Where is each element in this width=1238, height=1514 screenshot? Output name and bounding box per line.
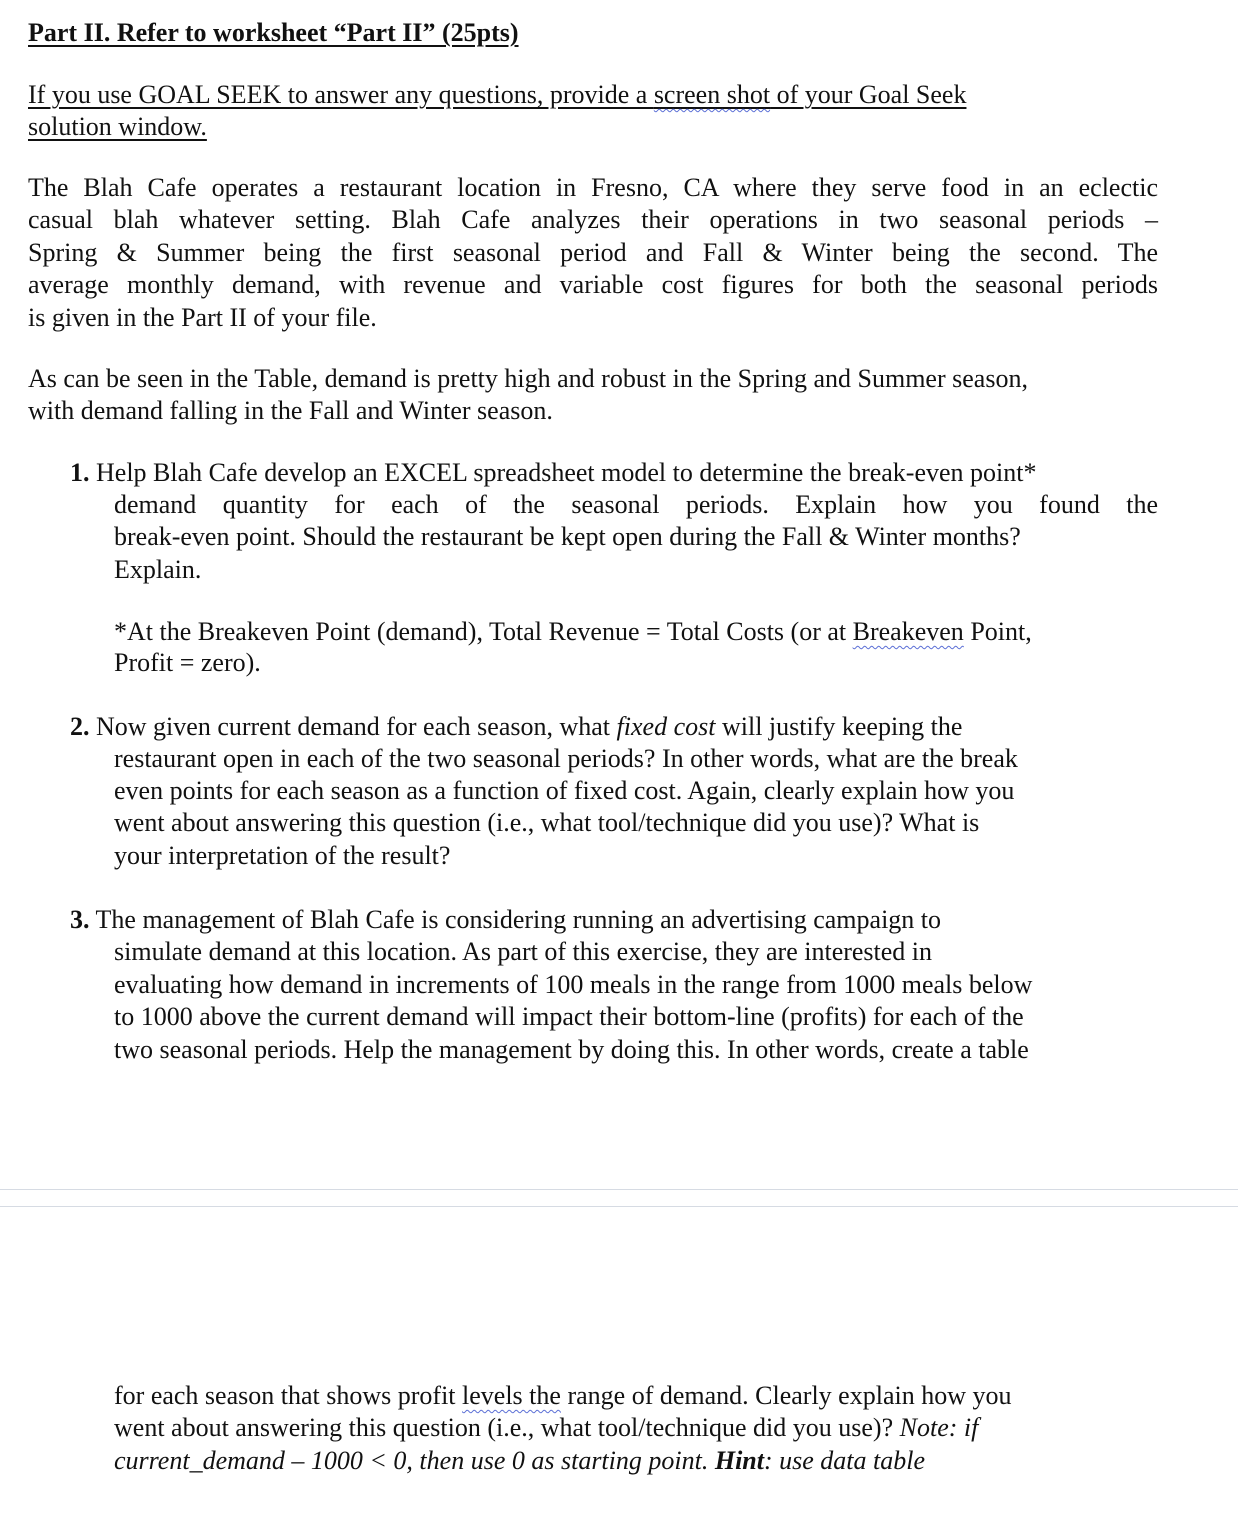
question-3-number: 3. xyxy=(70,905,90,934)
question-3-text: The management of Blah Cafe is considering running an advertising campaign to xyxy=(95,905,942,934)
question-2-text-c: will justify keeping the xyxy=(715,712,963,741)
goal-seek-instruction-line-2: solution window. xyxy=(28,112,207,141)
goal-seek-text-c: of your Goal Seek xyxy=(770,80,967,109)
table-note-line: As can be seen in the Table, demand is pretty high and robust in the Spring and Summer season, xyxy=(28,364,1028,393)
breakeven-note-line-2: Profit = zero). xyxy=(114,648,261,677)
breakeven-note-line-1 xyxy=(114,616,1032,648)
intro-paragraph-line: average monthly demand, with revenue and variable cost figures for both the seasonal periods xyxy=(28,270,1158,299)
breakeven-note-text: *At the Breakeven Point (demand), Total Revenue = Total Costs (or at xyxy=(114,617,853,646)
question-1-line: Explain. xyxy=(114,555,202,584)
question-2-line: restaurant open in each of the two seasonal periods? In other words, what are the break xyxy=(114,744,1018,773)
goal-seek-screenshot-word: screen shot xyxy=(653,80,771,109)
page-break-divider xyxy=(0,1206,1238,1207)
table-note-line: with demand falling in the Fall and Winter season. xyxy=(28,396,553,425)
question-3-continued-line-3 xyxy=(114,1445,925,1477)
question-2-line-1 xyxy=(70,711,962,743)
question-1-line: break-even point. Should the restaurant be kept open during the Fall & Winter months? xyxy=(114,522,1021,551)
question-3-cont-text-a: for each season that shows profit xyxy=(114,1381,463,1410)
question-1-line-1 xyxy=(70,457,1037,489)
question-3-continued-line-2 xyxy=(114,1412,978,1444)
question-2-number: 2. xyxy=(70,712,90,741)
question-3-line: evaluating how demand in increments of 100 meals in the range from 1000 meals below xyxy=(114,970,1033,999)
question-3-line: two seasonal periods. Help the management by doing this. In other words, create a table xyxy=(114,1035,1029,1064)
intro-paragraph-line: The Blah Cafe operates a restaurant location in Fresno, CA where they serve food in an eclectic xyxy=(28,173,1158,202)
question-3-cont-text-c: range of demand. Clearly explain how you xyxy=(560,1381,1012,1410)
question-2-line: your interpretation of the result? xyxy=(114,841,451,870)
question-3-continued-line-1 xyxy=(114,1380,1011,1412)
question-2-line: went about answering this question (i.e., what tool/technique did you use)? What is xyxy=(114,808,980,837)
intro-paragraph-line: casual blah whatever setting. Blah Cafe analyzes their operations in two seasonal periods – xyxy=(28,205,1158,234)
note-label: Note: if xyxy=(899,1413,979,1442)
levels-the-words: levels the xyxy=(462,1381,561,1410)
question-1-line: demand quantity for each of the seasonal periods. Explain how you found the xyxy=(114,490,1158,519)
goal-seek-text-a: If you use GOAL SEEK to answer any questions, provide a xyxy=(28,80,654,109)
question-1-text: Help Blah Cafe develop an EXCEL spreadsheet model to determine the break-even point* xyxy=(96,458,1037,487)
current-demand-note: current_demand – 1000 < 0, then use 0 as starting point. xyxy=(114,1446,715,1475)
hint-text: : use data table xyxy=(763,1446,926,1475)
fixed-cost-term: fixed cost xyxy=(616,712,716,741)
hint-label: Hint xyxy=(714,1446,764,1475)
section-title: Part II. Refer to worksheet “Part II” (25pts) xyxy=(28,18,519,47)
question-2-line: even points for each season as a function of fixed cost. Again, clearly explain how you xyxy=(114,776,1015,805)
goal-seek-instruction-line-1 xyxy=(28,79,966,111)
question-3-line: simulate demand at this location. As part of this exercise, they are interested in xyxy=(114,937,933,966)
question-1-number: 1. xyxy=(70,458,90,487)
intro-paragraph-line: is given in the Part II of your file. xyxy=(28,303,377,332)
page-break-divider xyxy=(0,1189,1238,1190)
question-3-line-1 xyxy=(70,904,941,936)
breakeven-note-text-end: Point, xyxy=(963,617,1032,646)
question-3-line: to 1000 above the current demand will impact their bottom-line (profits) for each of the xyxy=(114,1002,1024,1031)
intro-paragraph-line: Spring & Summer being the first seasonal period and Fall & Winter being the second. The xyxy=(28,238,1158,267)
question-2-text-a: Now given current demand for each season, what xyxy=(96,712,617,741)
question-3-cont-text: went about answering this question (i.e., what tool/technique did you use)? xyxy=(114,1413,900,1442)
breakeven-word: Breakeven xyxy=(852,617,964,646)
